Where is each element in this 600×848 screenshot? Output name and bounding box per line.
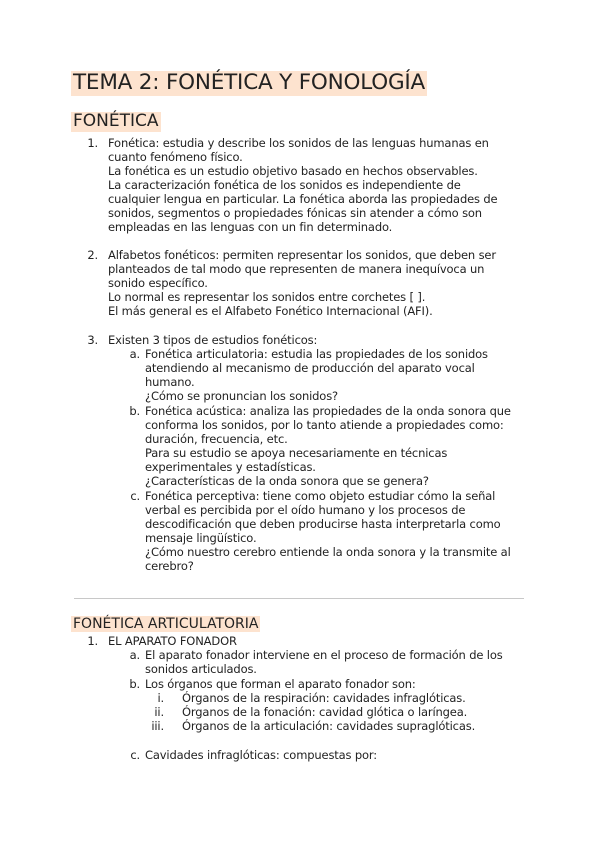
text-line: humano. [145, 375, 195, 389]
text-line: cerebro? [145, 559, 194, 573]
roman-number: ii. [154, 705, 164, 719]
text-line: ¿Características de la onda sonora que se genera? [145, 474, 429, 488]
text-line: cuanto fenómeno físico. [108, 150, 243, 164]
text-line: Alfabetos fonéticos: permiten representar los sonidos, que deben ser [108, 248, 496, 262]
text-line: verbal es percibida por el oído humano y los procesos de [145, 503, 466, 517]
text-line: El aparato fonador interviene en el proceso de formación de los [145, 648, 503, 662]
text-line: Cavidades infraglóticas: compuestas por: [145, 748, 378, 762]
roman-number: iii. [151, 719, 164, 733]
sub-list-letter: b. [129, 677, 140, 691]
text-line: Fonética: estudia y describe los sonidos de las lenguas humanas en [108, 136, 489, 150]
page-title: TEMA 2: FONÉTICA Y FONOLOGÍA [73, 70, 426, 95]
sub-list-letter: b. [129, 404, 140, 418]
text-line: Lo normal es representar los sonidos entre corchetes [ ]. [108, 290, 426, 304]
text-line: La fonética es un estudio objetivo basado en hechos observables. [108, 164, 478, 178]
text-line: El más general es el Alfabeto Fonético Internacional (AFI). [108, 304, 433, 318]
list-number: 2. [87, 248, 98, 262]
text-line: conforma los sonidos, por lo tanto atiende a propiedades como: [145, 418, 504, 432]
list-number: 3. [87, 333, 98, 347]
text-line: Órganos de la fonación: cavidad glótica o laríngea. [182, 705, 468, 719]
text-line: cualquier lengua en particular. La fonética aborda las propiedades de [108, 192, 498, 206]
text-line: Para su estudio se apoya necesariamente en técnicas [145, 446, 448, 460]
sub-list-letter: c. [130, 489, 140, 503]
text-line: mensaje lingüístico. [145, 531, 257, 545]
text-line: sonido específico. [108, 276, 208, 290]
text-line: planteados de tal modo que representen de manera inequívoca un [108, 262, 485, 276]
list-number: 1. [87, 634, 98, 648]
sub-list-letter: a. [129, 648, 140, 662]
text-line: sonidos, segmentos o propiedades fónicas sin atender a cómo son [108, 206, 482, 220]
text-line: La caracterización fonética de los sonidos es independiente de [108, 178, 461, 192]
text-line: Órganos de la respiración: cavidades infraglóticas. [182, 691, 466, 705]
text-line: EL APARATO FONADOR [108, 634, 237, 648]
text-line: Órganos de la articulación: cavidades supraglóticas. [182, 719, 476, 733]
sub-list-letter: a. [129, 347, 140, 361]
text-line: Los órganos que forman el aparato fonador son: [145, 677, 416, 691]
text-line: experimentales y estadísticas. [145, 460, 316, 474]
section-divider [74, 598, 524, 599]
section-heading-fonetica-articulatoria: FONÉTICA ARTICULATORIA [73, 616, 259, 632]
text-line: Fonética articulatoria: estudia las propiedades de los sonidos [145, 347, 488, 361]
section-heading-fonetica: FONÉTICA [73, 111, 159, 131]
text-line: duración, frecuencia, etc. [145, 432, 288, 446]
text-line: descodificación que deben producirse hasta interpretarla como [145, 517, 501, 531]
sub-list-letter: c. [130, 748, 140, 762]
text-line: Existen 3 tipos de estudios fonéticos: [108, 333, 318, 347]
text-line: ¿Cómo nuestro cerebro entiende la onda sonora y la transmite al [145, 545, 511, 559]
text-line: ¿Cómo se pronuncian los sonidos? [145, 389, 338, 403]
text-line: empleadas en las lenguas con un fin determinado. [108, 220, 393, 234]
text-line: Fonética acústica: analiza las propiedades de la onda sonora que [145, 404, 511, 418]
text-line: sonidos articulados. [145, 662, 257, 676]
list-number: 1. [87, 136, 98, 150]
roman-number: i. [157, 691, 164, 705]
text-line: Fonética perceptiva: tiene como objeto estudiar cómo la señal [145, 489, 496, 503]
text-line: atendiendo al mecanismo de producción del aparato vocal [145, 361, 475, 375]
